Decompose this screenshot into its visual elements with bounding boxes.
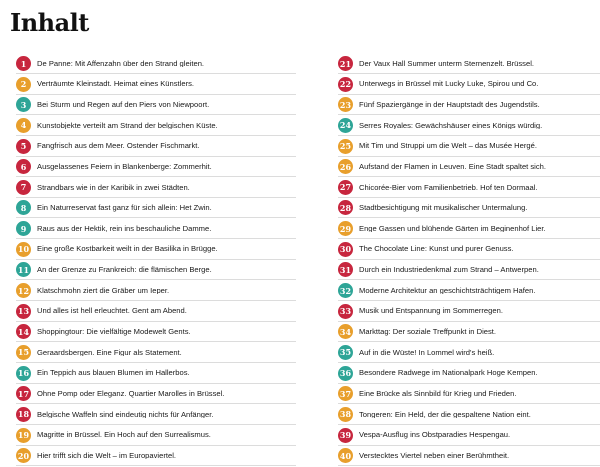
entry-title: An der Grenze zu Frankreich: die flämischen Berge. (37, 266, 212, 274)
entry-title: Eine große Kostbarkeit weilt in der Basilika in Brügge. (37, 245, 218, 254)
entry-number-badge: 32 (338, 283, 353, 298)
entry-number-badge: 40 (338, 448, 353, 463)
toc-entry (16, 364, 296, 384)
entry-number-badge: 6 (16, 159, 31, 174)
toc-entry (338, 178, 600, 198)
toc-entry (16, 322, 296, 342)
toc-entry (338, 364, 600, 384)
toc-entry (16, 219, 296, 239)
toc-entry (338, 240, 600, 260)
toc-entry (16, 137, 296, 157)
toc-entry (338, 116, 600, 136)
entry-number-badge: 15 (16, 345, 31, 360)
entry-number-badge: 8 (16, 200, 31, 215)
toc-entry (16, 302, 296, 322)
entry-title: Strandbars wie in der Karibik in zwei Städten. (37, 183, 190, 192)
toc-entry (338, 281, 600, 301)
toc-entry (16, 95, 296, 115)
toc-entry (338, 384, 600, 404)
entry-number-badge: 36 (338, 366, 353, 381)
entry-number-badge: 21 (338, 56, 353, 71)
entry-number-badge: 26 (338, 159, 353, 174)
entry-title: Magritte in Brüssel. Ein Hoch auf den Surrealismus. (37, 431, 211, 439)
entry-number-badge: 5 (16, 139, 31, 154)
entry-number-badge: 19 (16, 428, 31, 443)
entry-title: Tongeren: Ein Held, der die gespaltene Nation eint. (359, 410, 531, 419)
toc-entry (338, 137, 600, 157)
entry-title: Fangfrisch aus dem Meer. Ostender Fischmarkt. (37, 142, 200, 150)
entry-title: Stadtbesichtigung mit musikalischer Untermalung. (359, 204, 528, 212)
entry-number-badge: 23 (338, 97, 353, 112)
entry-title: Besondere Radwege im Nationalpark Hoge Kempen. (359, 369, 538, 377)
toc-entry (338, 405, 600, 425)
entry-title: Und alles ist hell erleuchtet. Gent am Abend. (37, 307, 187, 315)
entry-number-badge: 7 (16, 180, 31, 195)
toc-entry (16, 260, 296, 280)
entry-number-badge: 3 (16, 97, 31, 112)
entry-number-badge: 38 (338, 407, 353, 422)
entry-title: Hier trifft sich die Welt – im Europaviertel. (37, 451, 176, 460)
toc-entry (338, 219, 600, 239)
entry-number-badge: 34 (338, 324, 353, 339)
toc-entry (16, 426, 296, 446)
toc-entry (338, 54, 600, 74)
entry-number-badge: 28 (338, 200, 353, 215)
entry-number-badge: 14 (16, 324, 31, 339)
toc-entry (16, 281, 296, 301)
entry-title: Ein Naturreservat fast ganz für sich allein: Het Zwin. (37, 204, 212, 212)
toc-entry (338, 260, 600, 280)
toc-entry (338, 95, 600, 115)
toc-entry (16, 116, 296, 136)
entry-title: Geraardsbergen. Eine Figur als Statement. (37, 348, 182, 357)
entry-title: Kunstobjekte verteilt am Strand der belgischen Küste. (37, 121, 218, 130)
entry-title: Vespa-Ausflug ins Obstparadies Hespengau. (359, 431, 511, 439)
toc-entry (16, 178, 296, 198)
toc-entry (338, 302, 600, 322)
toc-entry (338, 426, 600, 446)
toc-entry (16, 405, 296, 425)
entry-number-badge: 12 (16, 283, 31, 298)
toc-entry (338, 343, 600, 363)
toc-column-left (16, 54, 296, 467)
entry-title: Klatschmohn ziert die Gräber um Ieper. (37, 286, 170, 295)
toc-entry (338, 75, 600, 95)
toc-entry (338, 446, 600, 466)
entry-number-badge: 1 (16, 56, 31, 71)
entry-number-badge: 30 (338, 242, 353, 257)
entry-title: Shoppingtour: Die vielfältige Modewelt Gents. (37, 328, 191, 336)
entry-number-badge: 24 (338, 118, 353, 133)
entry-number-badge: 27 (338, 180, 353, 195)
toc-entry (16, 240, 296, 260)
entry-title: Verträumte Kleinstadt. Heimat eines Künstlers. (37, 80, 195, 88)
entry-title: Auf in die Wüste! In Lommel wird's heiß. (359, 348, 495, 357)
entry-title: The Chocolate Line: Kunst und purer Genuss. (359, 245, 514, 254)
entry-title: Aufstand der Flamen in Leuven. Eine Stadt spaltet sich. (359, 162, 546, 171)
entry-title: Bei Sturm und Regen auf den Piers von Niewpoort. (37, 100, 210, 109)
page-title: Inhalt (10, 8, 89, 37)
toc-entry (338, 198, 600, 218)
entry-title: Moderne Architektur an geschichtsträchtigem Hafen. (359, 286, 536, 295)
entry-title: Enge Gassen und blühende Gärten im Beginenhof Lier. (359, 224, 546, 233)
entry-number-badge: 37 (338, 386, 353, 401)
toc-entry (16, 343, 296, 363)
entry-number-badge: 11 (16, 262, 31, 277)
entry-number-badge: 16 (16, 366, 31, 381)
entry-title: Mit Tim und Struppi um die Welt – das Musée Hergé. (359, 142, 537, 150)
toc-entry (16, 384, 296, 404)
toc-entry (16, 198, 296, 218)
toc-entry (16, 446, 296, 466)
entry-title: Markttag: Der soziale Treffpunkt in Diest. (359, 328, 497, 336)
entry-title: Ein Teppich aus blauen Blumen im Hallerbos. (37, 369, 190, 377)
toc-entry (16, 75, 296, 95)
entry-title: Belgische Waffeln sind eindeutig nichts für Anfänger. (37, 410, 214, 419)
entry-number-badge: 17 (16, 386, 31, 401)
entry-number-badge: 25 (338, 139, 353, 154)
toc-entry (338, 157, 600, 177)
entry-title: Fünf Spaziergänge in der Hauptstadt des Jugendstils. (359, 100, 540, 109)
entry-title: Der Vaux Hall Summer unterm Sternenzelt. Brüssel. (359, 59, 535, 68)
entry-title: Musik und Entspannung im Sommerregen. (359, 307, 503, 315)
entry-number-badge: 9 (16, 221, 31, 236)
entry-title: Durch ein Industriedenkmal zum Strand – Antwerpen. (359, 266, 539, 274)
entry-title: Raus aus der Hektik, rein ins beschauliche Damme. (37, 224, 212, 233)
entry-title: Verstecktes Viertel neben einer Berühmtheit. (359, 451, 510, 460)
entry-number-badge: 4 (16, 118, 31, 133)
entry-number-badge: 13 (16, 304, 31, 319)
entry-title: Ausgelassenes Feiern in Blankenberge: Zommerhit. (37, 162, 212, 171)
toc-entry (16, 157, 296, 177)
entry-number-badge: 2 (16, 77, 31, 92)
entry-title: De Panne: Mit Affenzahn über den Strand gleiten. (37, 59, 205, 68)
entry-number-badge: 22 (338, 77, 353, 92)
entry-title: Eine Brücke als Sinnbild für Krieg und Frieden. (359, 389, 517, 398)
entry-title: Chicorée-Bier vom Familienbetrieb. Hof ten Dormaal. (359, 183, 538, 192)
entry-number-badge: 20 (16, 448, 31, 463)
entry-number-badge: 31 (338, 262, 353, 277)
toc-entry (338, 322, 600, 342)
toc-column-right (338, 54, 600, 467)
entry-number-badge: 10 (16, 242, 31, 257)
entry-number-badge: 39 (338, 428, 353, 443)
entry-number-badge: 33 (338, 304, 353, 319)
entry-title: Ohne Pomp oder Eleganz. Quartier Marolles in Brüssel. (37, 389, 225, 398)
entry-title: Unterwegs in Brüssel mit Lucky Luke, Spirou und Co. (359, 80, 539, 88)
toc-entry (16, 54, 296, 74)
entry-title: Serres Royales: Gewächshäuser eines Königs würdig. (359, 121, 543, 130)
entry-number-badge: 35 (338, 345, 353, 360)
entry-number-badge: 18 (16, 407, 31, 422)
entry-number-badge: 29 (338, 221, 353, 236)
